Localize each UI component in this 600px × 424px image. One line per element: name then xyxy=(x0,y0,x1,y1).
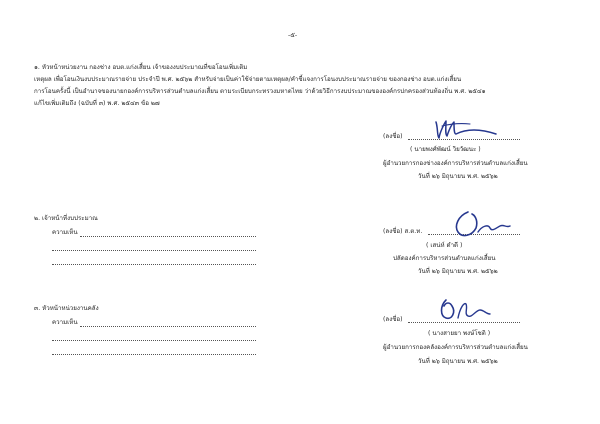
sign-label-1: (ลงชื่อ) xyxy=(383,133,403,140)
handwritten-signature-3 xyxy=(436,294,496,326)
opinion-line xyxy=(52,354,256,355)
signer-name-1: ( นายพงศ์พัฒน์ วิยวัฒนะ ) xyxy=(410,146,481,153)
opinion-line xyxy=(52,264,256,265)
sign-label-2: (ลงชื่อ) ส.ต.ท. xyxy=(383,228,423,235)
signer-position-3: ผู้อำนวยการกองคลังองค์การบริหารส่วนตำบลแก่งเสี้ยน xyxy=(383,344,528,351)
section2-heading: ๒. เจ้าหน้าที่งบประมาณ xyxy=(34,215,98,222)
opinion-line xyxy=(80,236,256,237)
handwritten-signature-1 xyxy=(430,112,500,144)
signer-position-2: ปลัดองค์การบริหารส่วนตำบลแก่งเสี้ยน xyxy=(393,255,496,262)
section1-reason-line1: เหตุผล เพื่อโอนเงินงบประมาณรายจ่าย ประจำปี พ.ศ. ๒๕๖๒ สำหรับจ่ายเป็นค่าใช้จ่ายตามเหตุผล/คำชี้แจงการโอนงบประมาณรายจ่าย ของกองช่าง อบต.แก่งเสี้ยน xyxy=(34,76,462,83)
sign-date-2: วันที่ ๒๖ มิถุนายน พ.ศ. ๒๕๖๒ xyxy=(418,268,498,275)
sign-date-3: วันที่ ๒๖ มิถุนายน พ.ศ. ๒๕๖๒ xyxy=(418,358,498,365)
section1-reason-line2: การโอนครั้งนี้ เป็นอำนาจของนายกองค์การบริหารส่วนตำบลแก่งเสี้ยน ตามระเบียบกระทรวงมหาดไทย ว่าด้วยวิธีการงบประมาณขององค์กรปกครองส่วนท้องถิ่น พ.ศ. ๒๕๔๑ xyxy=(34,88,486,95)
section3-heading: ๓. หัวหน้าหน่วยงานคลัง xyxy=(34,305,99,312)
handwritten-signature-2 xyxy=(448,206,518,240)
signer-name-3: ( นางสายยา พงษ์โชติ ) xyxy=(428,330,491,337)
opinion-line xyxy=(52,340,256,341)
sign-label-3: (ลงชื่อ) xyxy=(383,316,403,323)
section1-reason-line3: แก้ไขเพิ่มเติมถึง (ฉบับที่ ๓) พ.ศ. ๒๕๔๓ ข้อ ๒๗ xyxy=(34,100,160,107)
signer-name-2: ( เสน่ห์ ดำดี ) xyxy=(426,242,463,249)
page-number: -๕- xyxy=(288,32,298,39)
section3-opinion-label: ความเห็น xyxy=(52,319,78,326)
opinion-line xyxy=(52,250,256,251)
opinion-line xyxy=(80,326,256,327)
signer-position-1: ผู้อำนวยการกองช่างองค์การบริหารส่วนตำบลแก่งเสี้ยน xyxy=(383,160,528,167)
section2-opinion-label: ความเห็น xyxy=(52,229,78,236)
sign-date-1: วันที่ ๒๖ มิถุนายน พ.ศ. ๒๕๖๒ xyxy=(418,173,498,180)
section1-heading: ๑. หัวหน้าหน่วยงาน กองช่าง อบต.แก่งเสี้ยน เจ้าของงบประมาณที่ขอโอนเพิ่มเติม xyxy=(34,64,248,71)
